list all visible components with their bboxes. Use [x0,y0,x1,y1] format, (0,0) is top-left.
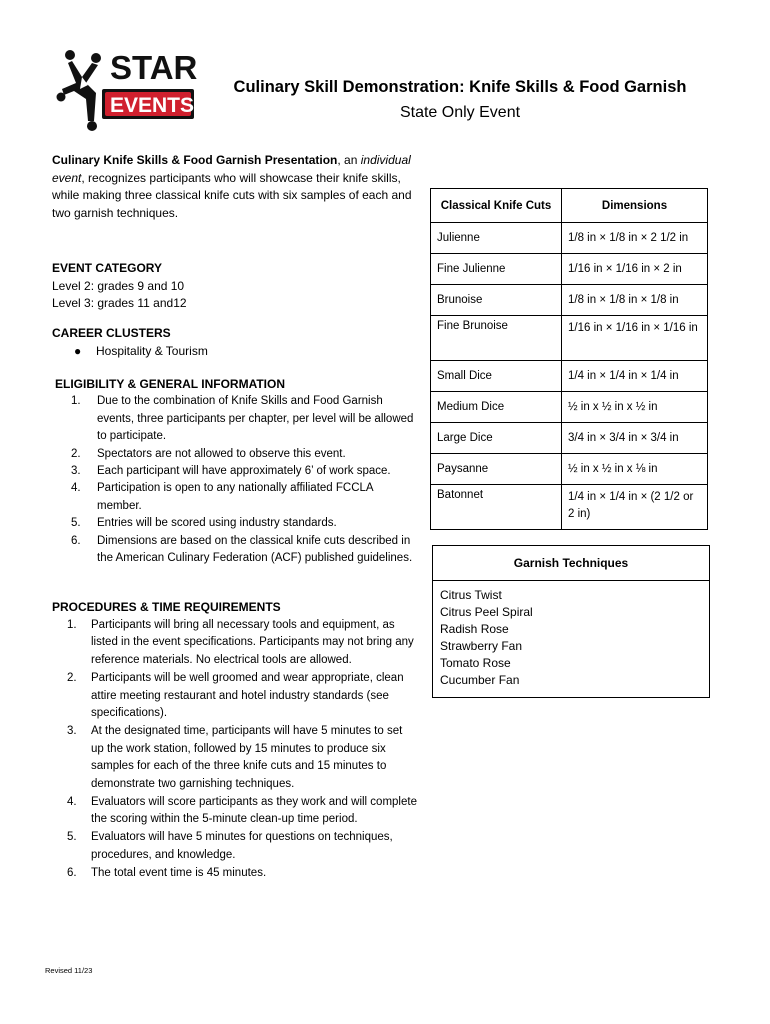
procedure-item: 6. The total event time is 45 minutes. [67,866,267,879]
table-row [431,223,708,254]
logo-text-star: STAR [110,49,198,86]
cut-dimensions: 1/8 in × 1/8 in × 2 1/2 in [562,223,708,254]
procedure-item: 4. Evaluators will score participants as they work and will complete the scoring within the 5-minute clean-up time period. [67,795,417,826]
knife-cuts-table [430,188,708,530]
table-row [431,316,708,361]
cut-dimensions: 1/16 in × 1/16 in × 2 in [562,254,708,285]
logo-text-events: EVENTS [110,94,195,117]
eligibility-item: 4. Participation is open to any nationally affiliated FCCLA member. [71,482,373,512]
garnish-techniques-box [432,545,710,698]
bullet-icon: ● [74,343,82,358]
cut-name: Small Dice [431,361,562,392]
cut-dimensions: 3/4 in × 3/4 in × 3/4 in [562,423,708,454]
garnish-item: Citrus Peel Spiral [440,605,533,619]
table-header-dimensions: Dimensions [562,189,708,223]
career-clusters-section [52,325,412,360]
cut-name: Fine Brunoise [431,316,562,361]
career-cluster-item [52,343,412,361]
event-category-section [52,260,412,313]
event-category-line: Level 3: grades 11 and12 [52,296,187,310]
cut-dimensions: 1/4 in × 1/4 in × 1/4 in [562,361,708,392]
page-title: Culinary Skill Demonstration: Knife Skills & Food Garnish [233,78,687,96]
page-subtitle: State Only Event [399,104,521,121]
table-row [431,392,708,423]
cut-name: Brunoise [431,285,562,316]
cut-name: Large Dice [431,423,562,454]
procedure-item: 3. At the designated time, participants will have 5 minutes to set up the work station, followed by 15 minutes to produce six samples for each of the three knife cuts and 15 minutes to demonstrate two garnishing techniques. [67,724,403,791]
garnish-item: Tomato Rose [440,656,511,670]
table-header-row [431,189,708,223]
intro-bold: Culinary Knife Skills & Food Garnish Presentation [52,153,338,167]
garnish-item: Strawberry Fan [440,639,523,653]
eligibility-item: 5. Entries will be scored using industry standards. [71,517,337,530]
cut-name: Paysanne [431,454,562,485]
garnish-item: Cucumber Fan [440,673,520,687]
procedure-item: 5. Evaluators will have 5 minutes for questions on techniques, procedures, and knowledge. [67,831,393,861]
cut-dimensions: 1/8 in × 1/8 in × 1/8 in [562,285,708,316]
table-row [431,254,708,285]
garnish-item: Radish Rose [440,622,509,636]
table-row [431,361,708,392]
procedure-item: 2. Participants will be well groomed and wear appropriate, clean attire meeting restaurant and hotel industry standards (see specifications). [67,671,404,720]
intro-rest: , recognizes participants who will showcase their knife skills, while making three classical knife cuts with six samples of each and two garnish techniques. [52,170,412,220]
garnish-heading: Garnish Techniques [433,546,709,581]
table-row [431,423,708,454]
intro-italic: individual event [52,153,411,185]
cut-name: Medium Dice [431,392,562,423]
table-header-cut: Classical Knife Cuts [431,189,562,223]
table-row [431,454,708,485]
cut-name: Julienne [431,223,562,254]
star-figure-icon [57,50,102,131]
career-clusters-heading: CAREER CLUSTERS [52,326,171,340]
event-category-heading: EVENT CATEGORY [52,261,163,275]
event-category-line: Level 2: grades 9 and 10 [52,278,185,293]
eligibility-item: 3. Each participant will have approximately 6’ of work space. [71,465,391,478]
intro-paragraph [52,152,417,222]
table-row [431,285,708,316]
eligibility-section [55,376,417,567]
eligibility-item: 6. Dimensions are based on the classical knife cuts described in the American Culinary Federation (ACF) published guidelines. [71,534,413,565]
cut-dimensions: 1/4 in × 1/4 in × (2 1/2 or 2 in) [562,485,708,530]
table-row [431,485,708,530]
revision-note: Revised 11/23 [45,966,93,975]
eligibility-item: 1. Due to the combination of Knife Skills and Food Garnish events, three participants per chapter, per level will be allowed to participate. [71,395,414,443]
cut-name: Batonnet [431,485,562,530]
cut-dimensions: ½ in x ½ in x ½ in [562,392,708,423]
eligibility-item: 2. Spectators are not allowed to observe this event. [71,447,346,460]
procedures-heading: PROCEDURES & TIME REQUIREMENTS [52,600,281,614]
career-cluster-label: Hospitality & Tourism [96,343,208,358]
procedures-section [52,599,417,882]
procedure-item: 1. Participants will bring all necessary tools and equipment, as listed in the event specifications. Participants may not bring any reference materials. No electrical tools are allowed. [67,618,414,667]
garnish-item: Citrus Twist [440,588,502,602]
star-events-logo [52,47,202,133]
cut-dimensions: 1/16 in × 1/16 in × 1/16 in [562,316,708,361]
cut-name: Fine Julienne [431,254,562,285]
eligibility-heading: ELIGIBILITY & GENERAL INFORMATION [55,377,286,391]
intro-after-bold: , an [337,153,358,167]
cut-dimensions: ½ in x ½ in x ⅛ in [562,454,708,485]
